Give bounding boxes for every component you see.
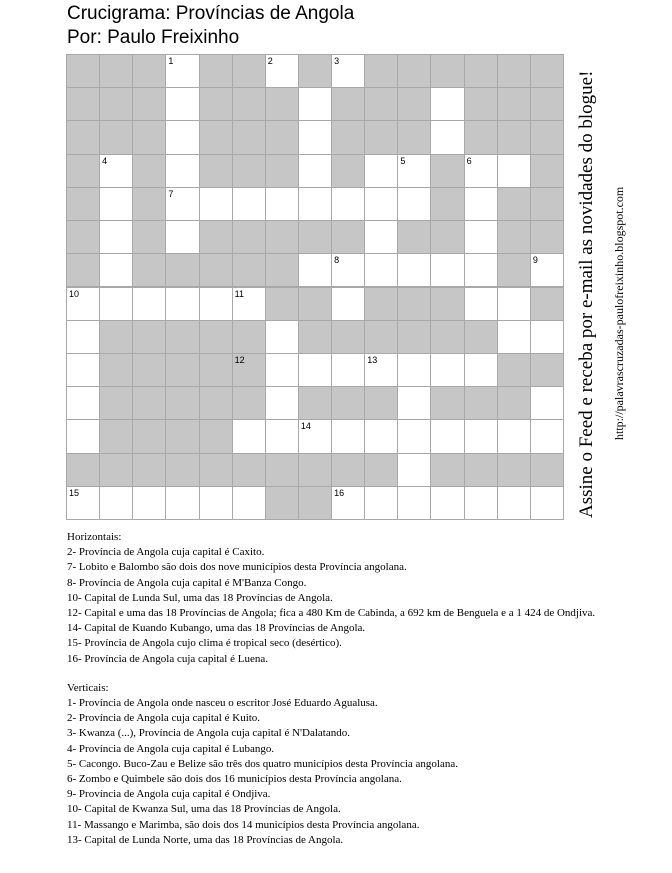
grid-block-cell [497, 353, 531, 387]
vertical-clue: 2- Província de Angola cuja capital é Kuito. [67, 712, 261, 725]
grid-block-cell [165, 320, 199, 354]
grid-letter-cell[interactable] [430, 253, 464, 287]
grid-block-cell [132, 353, 166, 387]
clue-number: 14 [300, 421, 311, 432]
grid-block-cell [199, 419, 233, 453]
grid-letter-cell[interactable] [530, 320, 564, 354]
grid-block-cell [298, 386, 332, 420]
clues-section [67, 530, 597, 848]
grid-block-cell [497, 386, 531, 420]
grid-letter-cell[interactable] [99, 253, 133, 287]
grid-block-cell [331, 87, 365, 121]
grid-block-cell [265, 287, 299, 321]
grid-letter-cell[interactable] [232, 486, 266, 520]
grid-block-cell [66, 154, 100, 188]
clue-number: 11 [234, 288, 244, 299]
vertical-clue: 13- Capital de Lunda Norte, uma das 18 Províncias de Angola. [67, 833, 344, 846]
vertical-clue: 11- Massango e Marimba, são dois dos 14 municípios desta Província angolana. [67, 818, 420, 831]
grid-letter-cell[interactable] [331, 54, 365, 88]
grid-block-cell [232, 154, 266, 188]
grid-block-cell [497, 54, 531, 88]
grid-letter-cell[interactable] [298, 120, 332, 154]
grid-letter-cell[interactable] [464, 287, 498, 321]
grid-letter-cell[interactable] [530, 419, 564, 453]
grid-block-cell [530, 87, 564, 121]
grid-letter-cell[interactable] [165, 54, 199, 88]
grid-block-cell [265, 120, 299, 154]
blog-url[interactable]: http://palavrascruzadas-paulofreixinho.blogspot.com [612, 186, 626, 440]
grid-letter-cell[interactable] [165, 486, 199, 520]
grid-block-cell [99, 120, 133, 154]
grid-letter-cell[interactable] [397, 154, 431, 188]
grid-letter-cell[interactable] [298, 87, 332, 121]
grid-letter-cell[interactable] [331, 353, 365, 387]
grid-letter-cell[interactable] [132, 486, 166, 520]
grid-block-cell [430, 187, 464, 221]
grid-letter-cell[interactable] [165, 187, 199, 221]
grid-letter-cell[interactable] [397, 453, 431, 487]
grid-letter-cell[interactable] [530, 386, 564, 420]
grid-block-cell [530, 120, 564, 154]
grid-block-cell [199, 120, 233, 154]
grid-letter-cell[interactable] [364, 486, 398, 520]
clue-number: 12 [234, 354, 245, 365]
vertical-clues-list [67, 696, 597, 848]
grid-letter-cell[interactable] [497, 287, 531, 321]
clue-number: 1 [168, 56, 174, 66]
grid-block-cell [430, 287, 464, 321]
grid-letter-cell[interactable] [66, 320, 100, 354]
grid-block-cell [364, 386, 398, 420]
grid-block-cell [497, 253, 531, 287]
grid-block-cell [199, 453, 233, 487]
grid-block-cell [265, 154, 299, 188]
grid-block-cell [497, 120, 531, 154]
grid-block-cell [430, 54, 464, 88]
horizontal-clues-list [67, 545, 597, 667]
grid-letter-cell[interactable] [99, 154, 133, 188]
grid-letter-cell[interactable] [199, 187, 233, 221]
grid-block-cell [464, 453, 498, 487]
grid-letter-cell[interactable] [99, 187, 133, 221]
grid-letter-cell[interactable] [265, 54, 299, 88]
grid-block-cell [364, 120, 398, 154]
grid-block-cell [66, 253, 100, 287]
grid-block-cell [331, 386, 365, 420]
grid-letter-cell[interactable] [430, 87, 464, 121]
grid-block-cell [132, 453, 166, 487]
grid-block-cell [265, 253, 299, 287]
grid-block-cell [298, 220, 332, 254]
grid-letter-cell[interactable] [66, 353, 100, 387]
grid-block-cell [464, 54, 498, 88]
grid-block-cell [132, 120, 166, 154]
grid-block-cell [199, 220, 233, 254]
horizontal-clue: 8- Província de Angola cuja capital é M'Banza Congo. [67, 576, 307, 589]
grid-block-cell [364, 54, 398, 88]
grid-block-cell [132, 187, 166, 221]
grid-block-cell [165, 386, 199, 420]
grid-block-cell [132, 320, 166, 354]
grid-block-cell [530, 220, 564, 254]
grid-block-cell [530, 353, 564, 387]
grid-letter-cell[interactable] [298, 253, 332, 287]
grid-letter-cell[interactable] [497, 320, 531, 354]
grid-letter-cell[interactable] [464, 486, 498, 520]
grid-block-cell [397, 87, 431, 121]
clue-number: 7 [168, 188, 174, 199]
grid-letter-cell[interactable] [530, 486, 564, 520]
grid-block-cell [232, 87, 266, 121]
clue-number: 2 [267, 56, 273, 66]
grid-block-cell [464, 87, 498, 121]
grid-block-cell [364, 453, 398, 487]
grid-block-cell [66, 187, 100, 221]
horizontal-clue: 15- Província de Angola cujo clima é tropical seco (desértico). [67, 637, 342, 650]
grid-letter-cell[interactable] [232, 419, 266, 453]
horizontal-clue: 14- Capital de Kuando Kubango, uma das 18 Províncias de Angola. [67, 622, 366, 635]
vertical-clue: 3- Kwanza (...), Província de Angola cuja capital é N'Dalatando. [67, 727, 350, 740]
grid-letter-cell[interactable] [298, 154, 332, 188]
grid-block-cell [397, 54, 431, 88]
clue-number: 6 [466, 155, 472, 166]
grid-block-cell [165, 419, 199, 453]
grid-letter-cell[interactable] [232, 287, 266, 321]
grid-block-cell [497, 220, 531, 254]
grid-letter-cell[interactable] [165, 220, 199, 254]
grid-letter-cell[interactable] [430, 120, 464, 154]
grid-letter-cell[interactable] [464, 154, 498, 188]
grid-block-cell [132, 154, 166, 188]
grid-block-cell [66, 453, 100, 487]
horizontal-clues-heading: Horizontais: [67, 531, 122, 543]
vertical-clues-heading: Verticais: [67, 681, 109, 694]
grid-block-cell [99, 353, 133, 387]
grid-block-cell [464, 386, 498, 420]
grid-block-cell [232, 253, 266, 287]
clue-number: 5 [400, 155, 406, 166]
grid-letter-cell[interactable] [530, 253, 564, 287]
grid-letter-cell[interactable] [397, 187, 431, 221]
grid-letter-cell[interactable] [265, 187, 299, 221]
grid-block-cell [364, 287, 398, 321]
grid-block-cell [99, 453, 133, 487]
grid-block-cell [331, 320, 365, 354]
grid-block-cell [397, 287, 431, 321]
grid-letter-cell[interactable] [464, 220, 498, 254]
grid-letter-cell[interactable] [132, 287, 166, 321]
grid-block-cell [199, 253, 233, 287]
grid-letter-cell[interactable] [331, 287, 365, 321]
grid-block-cell [99, 419, 133, 453]
grid-letter-cell[interactable] [397, 386, 431, 420]
horizontal-clue: 16- Província de Angola cuja capital é Luena. [67, 652, 268, 665]
clue-number: 13 [367, 354, 378, 365]
grid-block-cell [165, 453, 199, 487]
grid-block-cell [464, 120, 498, 154]
grid-letter-cell[interactable] [199, 486, 233, 520]
grid-block-cell [298, 320, 332, 354]
grid-block-cell [232, 453, 266, 487]
grid-block-cell [464, 320, 498, 354]
grid-block-cell [530, 154, 564, 188]
grid-block-cell [430, 320, 464, 354]
grid-block-cell [132, 54, 166, 88]
grid-block-cell [199, 54, 233, 88]
grid-block-cell [364, 320, 398, 354]
grid-block-cell [265, 486, 299, 520]
grid-letter-cell[interactable] [397, 486, 431, 520]
grid-block-cell [298, 453, 332, 487]
grid-letter-cell[interactable] [331, 419, 365, 453]
grid-letter-cell[interactable] [99, 486, 133, 520]
grid-block-cell [66, 220, 100, 254]
grid-letter-cell[interactable] [66, 419, 100, 453]
grid-letter-cell[interactable] [265, 320, 299, 354]
grid-letter-cell[interactable] [364, 220, 398, 254]
grid-block-cell [232, 320, 266, 354]
grid-letter-cell[interactable] [364, 353, 398, 387]
grid-block-cell [232, 54, 266, 88]
grid-block-cell [530, 54, 564, 88]
grid-letter-cell[interactable] [397, 353, 431, 387]
grid-block-cell [530, 287, 564, 321]
grid-block-cell [497, 187, 531, 221]
grid-letter-cell[interactable] [397, 253, 431, 287]
grid-letter-cell[interactable] [298, 353, 332, 387]
grid-letter-cell[interactable] [331, 253, 365, 287]
grid-letter-cell[interactable] [464, 187, 498, 221]
clue-number: 3 [334, 56, 340, 66]
grid-block-cell [298, 486, 332, 520]
grid-block-cell [232, 386, 266, 420]
grid-block-cell [397, 320, 431, 354]
grid-block-cell [165, 253, 199, 287]
grid-block-cell [66, 54, 100, 88]
grid-block-cell [66, 87, 100, 121]
grid-block-cell [331, 154, 365, 188]
grid-block-cell [99, 320, 133, 354]
puzzle-title: Crucigrama: Províncias de Angola [67, 3, 355, 24]
grid-block-cell [199, 353, 233, 387]
grid-block-cell [430, 386, 464, 420]
horizontal-clue: 7- Lobito e Balombo são dois dos nove municípios desta Província angolana. [67, 561, 407, 574]
grid-letter-cell[interactable] [165, 120, 199, 154]
grid-letter-cell[interactable] [265, 353, 299, 387]
vertical-clue: 5- Cacongo. Buco-Zau e Belize são três dos quatro municípios desta Província angolana. [67, 757, 459, 770]
clue-number: 9 [532, 255, 538, 266]
horizontal-clue: 10- Capital de Lunda Sul, uma das 18 Províncias de Angola. [67, 591, 333, 604]
grid-block-cell [298, 54, 332, 88]
grid-block-cell [232, 220, 266, 254]
puzzle-author: Por: Paulo Freixinho [67, 27, 240, 48]
grid-letter-cell[interactable] [397, 419, 431, 453]
grid-block-cell [232, 353, 266, 387]
grid-letter-cell[interactable] [430, 353, 464, 387]
clue-number: 16 [334, 487, 345, 498]
grid-block-cell [298, 287, 332, 321]
grid-block-cell [497, 87, 531, 121]
grid-letter-cell[interactable] [66, 287, 100, 321]
grid-letter-cell[interactable] [364, 419, 398, 453]
grid-block-cell [364, 87, 398, 121]
grid-block-cell [331, 120, 365, 154]
grid-block-cell [397, 120, 431, 154]
grid-block-cell [132, 87, 166, 121]
grid-letter-cell[interactable] [298, 419, 332, 453]
grid-block-cell [99, 386, 133, 420]
grid-block-cell [66, 120, 100, 154]
grid-letter-cell[interactable] [66, 486, 100, 520]
grid-block-cell [530, 187, 564, 221]
grid-letter-cell[interactable] [464, 353, 498, 387]
grid-block-cell [265, 87, 299, 121]
grid-letter-cell[interactable] [232, 187, 266, 221]
grid-block-cell [132, 386, 166, 420]
grid-letter-cell[interactable] [464, 419, 498, 453]
horizontal-clue: 12- Capital e uma das 18 Províncias de Angola; fica a 480 Km de Cabinda, a 692 km de Benguela e a 1 424 de Ondjiva. [67, 607, 596, 620]
grid-letter-cell[interactable] [165, 87, 199, 121]
grid-letter-cell[interactable] [99, 287, 133, 321]
grid-letter-cell[interactable] [165, 287, 199, 321]
clue-number: 15 [69, 487, 80, 498]
grid-block-cell [132, 419, 166, 453]
grid-letter-cell[interactable] [66, 386, 100, 420]
grid-block-cell [265, 453, 299, 487]
clue-number: 4 [102, 155, 108, 166]
horizontal-clue: 2- Província de Angola cuja capital é Caxito. [67, 546, 265, 559]
feed-subscribe-text: Assine o Feed e receba por e-mail as novidades do blogue! [576, 70, 597, 518]
grid-letter-cell[interactable] [464, 253, 498, 287]
grid-letter-cell[interactable] [497, 486, 531, 520]
crossword-grid [66, 54, 563, 519]
grid-block-cell [199, 87, 233, 121]
grid-block-cell [430, 154, 464, 188]
grid-letter-cell[interactable] [497, 419, 531, 453]
grid-block-cell [530, 453, 564, 487]
vertical-clue: 6- Zombo e Quimbele são dois dos 16 municípios desta Província angolana. [67, 773, 402, 786]
grid-block-cell [331, 453, 365, 487]
grid-letter-cell[interactable] [199, 287, 233, 321]
clue-number: 8 [334, 255, 340, 266]
vertical-clue: 10- Capital de Kwanza Sul, uma das 18 Províncias de Angola. [67, 803, 341, 816]
grid-letter-cell[interactable] [364, 253, 398, 287]
vertical-clue: 1- Província de Angola onde nasceu o escritor José Eduardo Agualusa. [67, 697, 378, 710]
grid-block-cell [199, 386, 233, 420]
grid-letter-cell[interactable] [165, 154, 199, 188]
grid-letter-cell[interactable] [265, 386, 299, 420]
grid-block-cell [232, 120, 266, 154]
grid-block-cell [331, 220, 365, 254]
grid-letter-cell[interactable] [298, 187, 332, 221]
grid-letter-cell[interactable] [265, 419, 299, 453]
grid-letter-cell[interactable] [331, 486, 365, 520]
grid-letter-cell[interactable] [430, 486, 464, 520]
vertical-clue: 9- Província de Angola cuja capital é Ondjiva. [67, 788, 271, 801]
vertical-clue: 4- Província de Angola cuja capital é Lubango. [67, 742, 275, 755]
grid-block-cell [497, 453, 531, 487]
grid-block-cell [132, 253, 166, 287]
grid-letter-cell[interactable] [364, 187, 398, 221]
grid-block-cell [165, 353, 199, 387]
grid-block-cell [430, 220, 464, 254]
grid-block-cell [99, 87, 133, 121]
grid-block-cell [430, 453, 464, 487]
grid-block-cell [132, 220, 166, 254]
grid-block-cell [397, 220, 431, 254]
grid-letter-cell[interactable] [497, 154, 531, 188]
grid-letter-cell[interactable] [99, 220, 133, 254]
grid-letter-cell[interactable] [430, 419, 464, 453]
grid-block-cell [199, 154, 233, 188]
grid-block-cell [199, 320, 233, 354]
grid-letter-cell[interactable] [364, 154, 398, 188]
grid-block-cell [265, 220, 299, 254]
clue-number: 10 [69, 288, 80, 299]
grid-block-cell [99, 54, 133, 88]
grid-letter-cell[interactable] [331, 187, 365, 221]
